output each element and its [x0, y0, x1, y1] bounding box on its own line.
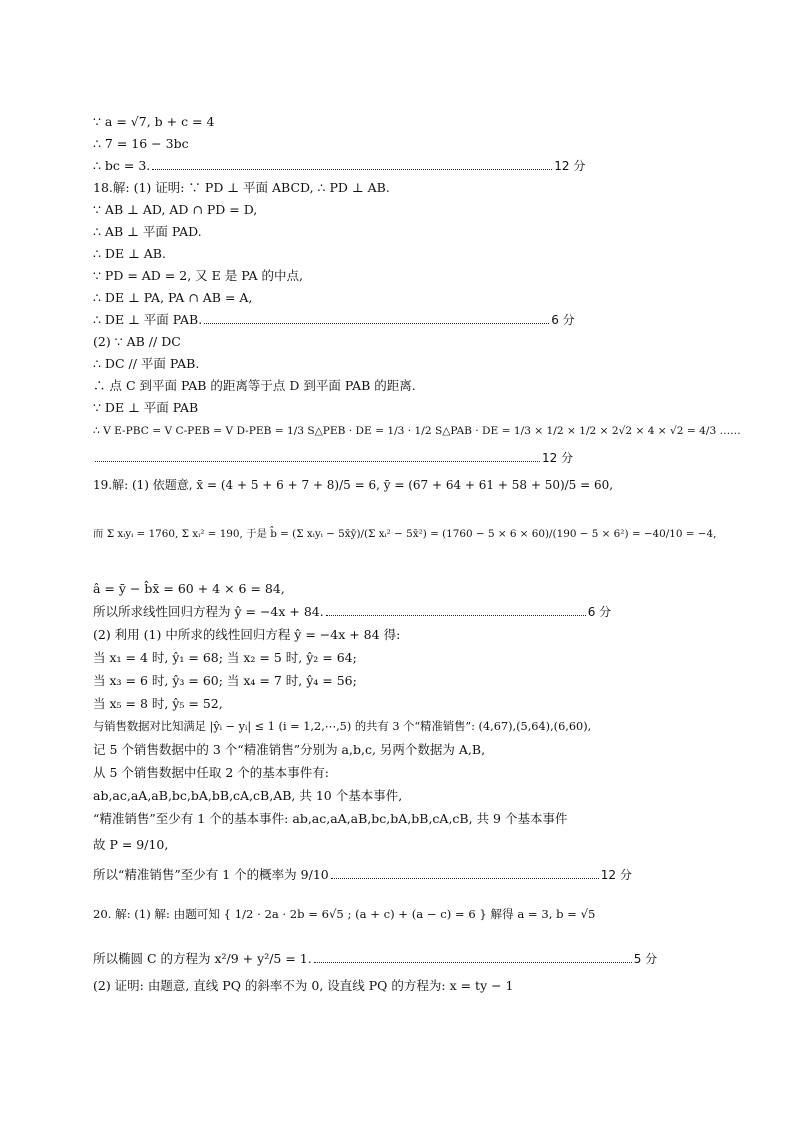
score-mark: 12 分 [600, 868, 632, 882]
score-line: 所以椭圆 C 的方程为 x²/9 + y²/5 = 1. 5 分 [93, 951, 658, 966]
question-heading: 18.解: (1) 证明: ∵ PD ⊥ 平面 ABCD, ∴ PD ⊥ AB. [93, 180, 390, 195]
solution-line: “精准销售”至少有 1 个的基本事件: ab,ac,aA,aB,bc,bA,bB,cA,cB, 共 9 个基本事件 [93, 811, 568, 826]
solution-line: (2) 利用 (1) 中所求的线性回归方程 ŷ = −4x + 84 得: [93, 627, 401, 642]
leader-dots [326, 611, 586, 616]
solution-line: 当 x₅ = 8 时, ŷ₅ = 52, [93, 696, 223, 711]
score-mark: 12 分 [542, 451, 574, 465]
solution-line: (2) 证明: 由题意, 直线 PQ 的斜率不为 0, 设直线 PQ 的方程为: x = ty − 1 [93, 978, 514, 993]
leader-dots [314, 958, 632, 963]
score-mark: 6 分 [587, 605, 612, 619]
question-heading: 19.解: (1) 依题意, x̄ = (4 + 5 + 6 + 7 + 8)/5 = 6, ȳ = (67 + 64 + 61 + 58 + 50)/5 = 60, [93, 478, 614, 492]
solution-line: ab,ac,aA,aB,bc,bA,bB,cA,cB,AB, 共 10 个基本事件, [93, 788, 403, 803]
solution-line: â = ȳ − b̂x̄ = 60 + 4 × 6 = 84, [93, 581, 285, 596]
leader-dots [331, 874, 599, 879]
score-mark: 12 分 [554, 159, 586, 173]
question-heading: 20. 解: (1) 解: 由题可知 { 1/2 · 2a · 2b = 6√5 ; (a + c) + (a − c) = 6 } 解得 a = 3, b = √5 [93, 907, 596, 921]
score-line: ∴ DE ⊥ 平面 PAB. 6 分 [93, 312, 575, 327]
solution-line: ∴ DC // 平面 PAB. [93, 356, 200, 371]
score-line [93, 449, 653, 467]
solution-line: 当 x₁ = 4 时, ŷ₁ = 68; 当 x₂ = 5 时, ŷ₂ = 64; [93, 650, 357, 665]
score-mark: 5 分 [633, 952, 658, 966]
solution-line: ∵ AB ⊥ AD, AD ∩ PD = D, [93, 202, 258, 217]
probability-line: 故 P = 9/10, [93, 837, 169, 852]
solution-line: ∴ DE ⊥ PA, PA ∩ AB = A, [93, 290, 253, 305]
solution-line: 从 5 个销售数据中任取 2 个的基本事件有: [93, 765, 330, 780]
solution-line: 与销售数据对比知满足 |ŷᵢ − yᵢ| ≤ 1 (i = 1,2,⋯,5) 的共有 3 个“精准销售”: (4,67),(5,64),(6,60), [93, 720, 592, 733]
score-line: ∴ bc = 3. 12 分 [93, 158, 586, 173]
solution-line: 当 x₃ = 6 时, ŷ₃ = 60; 当 x₄ = 7 时, ŷ₄ = 56; [93, 673, 357, 688]
solution-line: 记 5 个销售数据中的 3 个“精准销售”分别为 a,b,c, 另两个数据为 A,B, [93, 742, 486, 757]
solution-line: ∴ 点 C 到平面 PAB 的距离等于点 D 到平面 PAB 的距离. [93, 378, 416, 393]
solution-line: ∵ PD = AD = 2, 又 E 是 PA 的中点, [93, 268, 303, 283]
solution-line: (2) ∵ AB // DC [93, 334, 181, 349]
volume-equation: ∴ V E-PBC = V C-PEB = V D-PEB = 1/3 S△PEB · DE = 1/3 · 1/2 S△PAB · DE = 1/3 × 1/2 × 1/2 × 2√2 × 4 × √2 = 4/3 …… [93, 425, 741, 437]
solution-line: ∵ DE ⊥ 平面 PAB [93, 400, 199, 415]
leader-dots [204, 319, 549, 324]
score-line: 所以“精准销售”至少有 1 个的概率为 9/10 12 分 [93, 867, 632, 882]
solution-line: ∴ DE ⊥ AB. [93, 246, 166, 261]
solution-line: ∵ a = √7, b + c = 4 [93, 114, 215, 129]
score-line: 所以所求线性回归方程为 ŷ = −4x + 84. 6 分 [93, 604, 612, 619]
leader-dots [152, 165, 552, 170]
leader-dots [95, 457, 540, 462]
score-mark: 6 分 [551, 313, 575, 327]
solution-line: ∴ 7 = 16 − 3bc [93, 136, 189, 151]
regression-slope: 而 Σ xᵢyᵢ = 1760, Σ xᵢ² = 190, 于是 b̂ = (Σ xᵢyᵢ − 5x̄ȳ)/(Σ xᵢ² − 5x̄²) = (1760 − 5 × 6 × 60)/(190 − 5 × 6²) = −40/10 = −4, [93, 528, 717, 540]
solution-line: ∴ AB ⊥ 平面 PAD. [93, 224, 202, 239]
